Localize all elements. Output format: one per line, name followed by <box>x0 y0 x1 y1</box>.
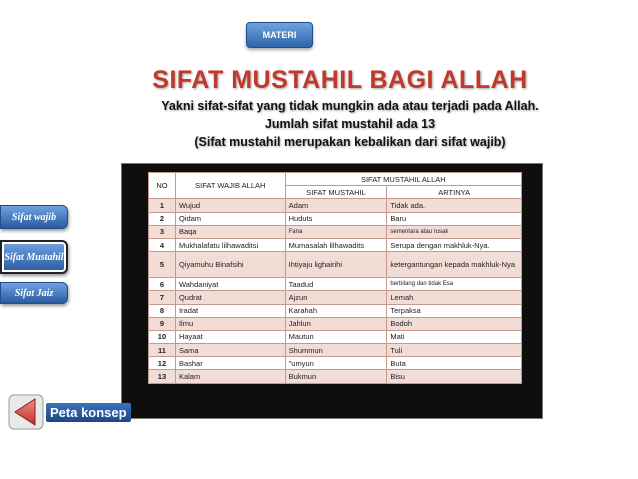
cell-no: 4 <box>149 238 176 251</box>
cell-mustahil: Ajzun <box>285 291 387 304</box>
table-row <box>149 238 522 251</box>
cell-no: 13 <box>149 370 176 383</box>
cell-mustahil: Ihtiyaju lighairihi <box>285 252 387 278</box>
cell-wajib: Sama <box>175 344 285 357</box>
cell-no: 12 <box>149 357 176 370</box>
cell-no: 10 <box>149 330 176 343</box>
cell-artinya: Buta <box>387 357 522 370</box>
table-row <box>149 199 522 212</box>
sifat-mustahil-table <box>148 172 522 384</box>
cell-no: 5 <box>149 252 176 278</box>
cell-wajib: Baqa <box>175 225 285 238</box>
cell-no: 9 <box>149 317 176 330</box>
peta-konsep-link[interactable] <box>8 394 131 430</box>
cell-mustahil: Shummun <box>285 344 387 357</box>
cell-wajib: Wujud <box>175 199 285 212</box>
header-sifat-mustahil: SIFAT MUSTAHIL <box>285 186 387 199</box>
page-title: SIFAT MUSTAHIL BAGI ALLAH <box>152 66 528 94</box>
cell-wajib: Qidam <box>175 212 285 225</box>
cell-wajib: Qudrat <box>175 291 285 304</box>
cell-no: 7 <box>149 291 176 304</box>
table-row <box>149 357 522 370</box>
cell-wajib: Wahdaniyat <box>175 278 285 291</box>
cell-artinya: Terpaksa <box>387 304 522 317</box>
cell-wajib: Mukhalafatu lilhawaditsi <box>175 238 285 251</box>
table-row <box>149 212 522 225</box>
cell-mustahil: Taadud <box>285 278 387 291</box>
cell-mustahil: Mautun <box>285 330 387 343</box>
cell-artinya: Mati <box>387 330 522 343</box>
subtitle-line-3: (Sifat mustahil merupakan kebalikan dari sifat wajib) <box>194 135 506 149</box>
cell-artinya: Tidak ada. <box>387 199 522 212</box>
cell-no: 11 <box>149 344 176 357</box>
peta-konsep-label[interactable]: Peta konsep <box>46 403 131 422</box>
table-row <box>149 304 522 317</box>
cell-artinya: Serupa dengan makhluk-Nya. <box>387 238 522 251</box>
cell-wajib: Ilmu <box>175 317 285 330</box>
table-row <box>149 252 522 278</box>
cell-mustahil: Mumasalah lilhawadits <box>285 238 387 251</box>
cell-artinya: Bisu <box>387 370 522 383</box>
cell-artinya: Tuli <box>387 344 522 357</box>
header-no: NO <box>149 173 176 199</box>
subtitle-line-2: Jumlah sifat mustahil ada 13 <box>264 117 436 131</box>
cell-no: 3 <box>149 225 176 238</box>
table-row <box>149 225 522 238</box>
cell-wajib: Bashar <box>175 357 285 370</box>
cell-wajib: Iradat <box>175 304 285 317</box>
cell-mustahil: Huduts <box>285 212 387 225</box>
cell-no: 2 <box>149 212 176 225</box>
cell-wajib: Hayaat <box>175 330 285 343</box>
cell-mustahil: Karahah <box>285 304 387 317</box>
cell-artinya: berbilang dan tidak Esa <box>387 278 522 291</box>
sidebar-item-sifat-mustahil[interactable]: Sifat Mustahil <box>0 240 68 274</box>
sidebar-item-sifat-jaiz[interactable]: Sifat Jaiz <box>0 282 68 304</box>
back-arrow-icon[interactable] <box>8 394 44 430</box>
cell-mustahil: Adam <box>285 199 387 212</box>
cell-wajib: Kalam <box>175 370 285 383</box>
table-row <box>149 370 522 383</box>
table-row <box>149 317 522 330</box>
sidebar-item-sifat-wajib[interactable]: Sifat wajib <box>0 205 68 229</box>
table-frame <box>121 163 543 419</box>
cell-wajib: Qiyamuhu Binafsihi <box>175 252 285 278</box>
cell-no: 8 <box>149 304 176 317</box>
cell-no: 6 <box>149 278 176 291</box>
table-row <box>149 330 522 343</box>
cell-artinya: Bodoh <box>387 317 522 330</box>
cell-artinya: Lemah <box>387 291 522 304</box>
cell-mustahil: "umyun <box>285 357 387 370</box>
cell-mustahil: Bukmun <box>285 370 387 383</box>
header-sifat-wajib: SIFAT WAJIB ALLAH <box>175 173 285 199</box>
header-sifat-mustahil-group: SIFAT MUSTAHIL ALLAH <box>285 173 521 186</box>
cell-no: 1 <box>149 199 176 212</box>
cell-artinya: ketergantungan kepada makhluk-Nya <box>387 252 522 278</box>
cell-mustahil: Jahlun <box>285 317 387 330</box>
header-artinya: ARTINYA <box>387 186 522 199</box>
cell-mustahil: Fana <box>285 225 387 238</box>
table-row <box>149 344 522 357</box>
cell-artinya: sementara atau rusak <box>387 225 522 238</box>
table-row <box>149 291 522 304</box>
table-row <box>149 278 522 291</box>
cell-artinya: Baru <box>387 212 522 225</box>
materi-button[interactable]: MATERI <box>246 22 313 48</box>
subtitle-line-1: Yakni sifat-sifat yang tidak mungkin ada atau terjadi pada Allah. <box>161 99 539 113</box>
